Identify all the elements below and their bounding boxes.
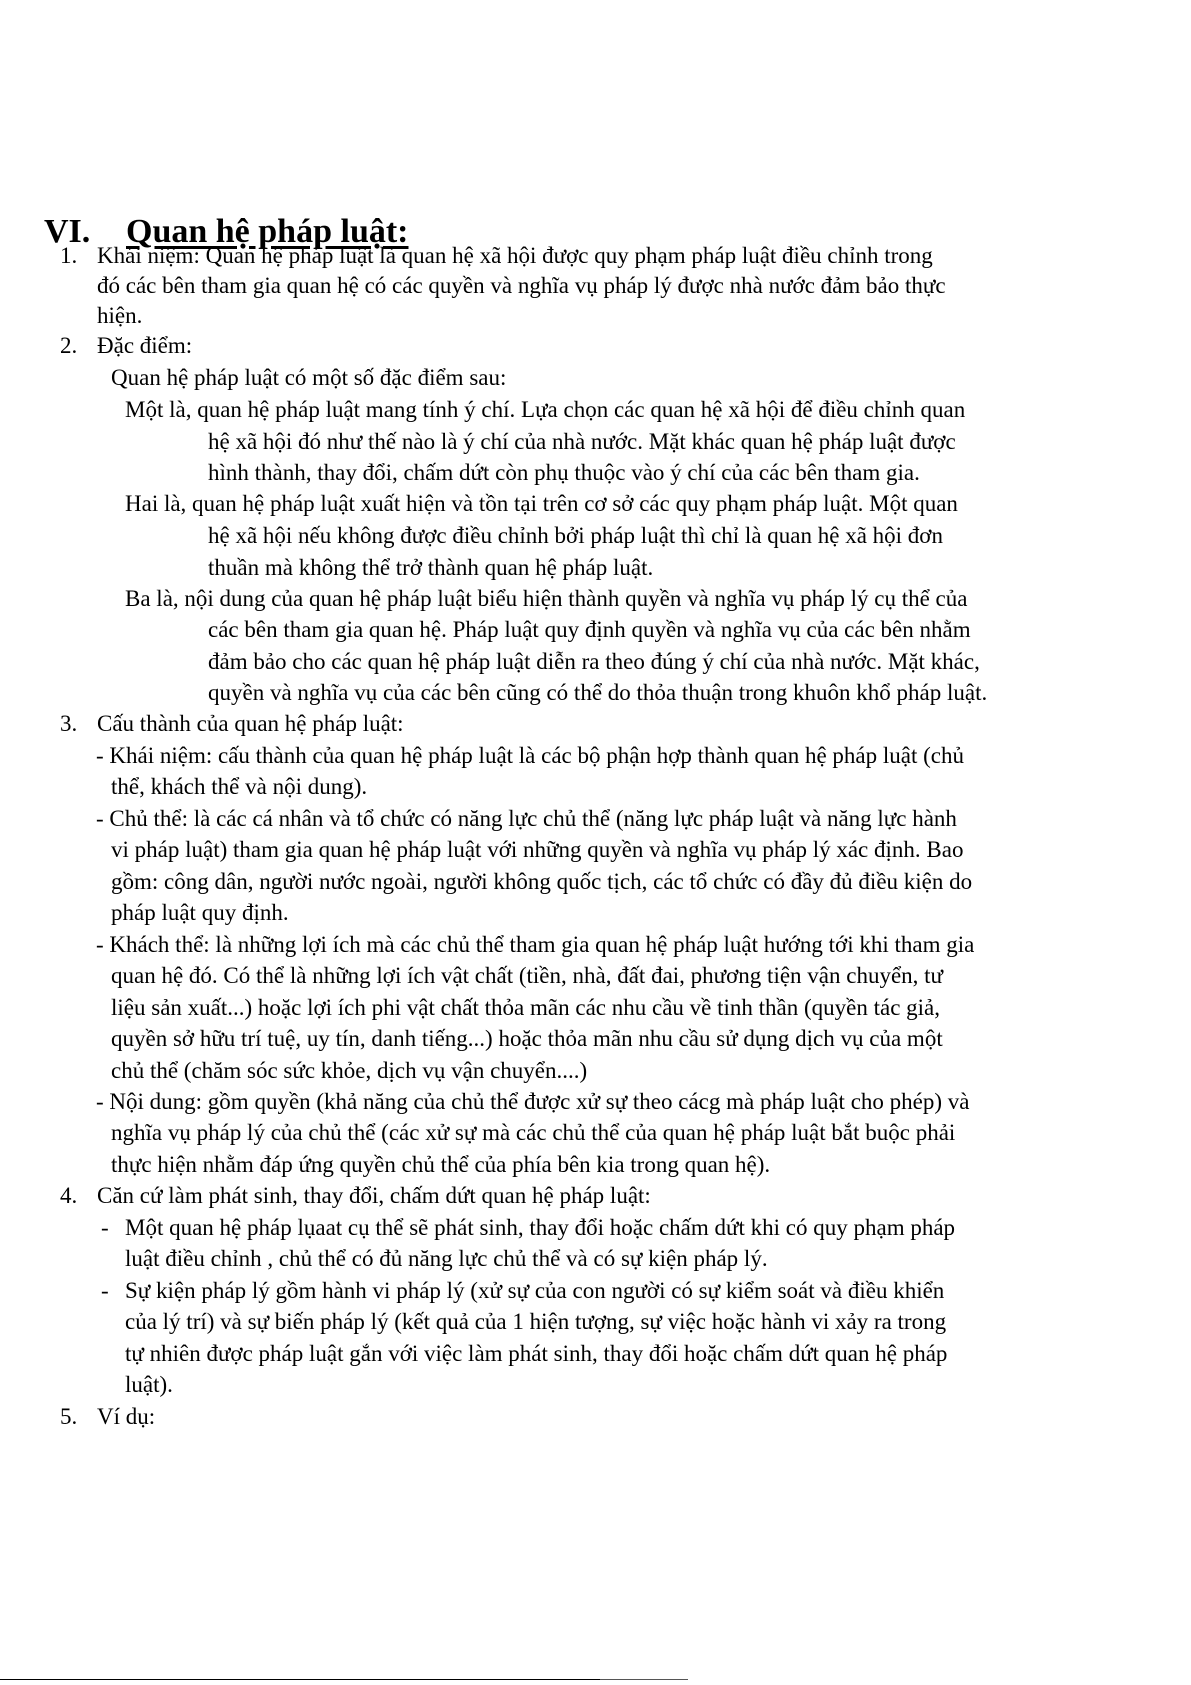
item-2-paragraph-line: các bên tham gia quan hệ. Pháp luật quy định quyền và nghĩa vụ của các bên nhằm bbox=[208, 617, 971, 642]
item-2-paragraph-line: Một là, quan hệ pháp luật mang tính ý chí. Lựa chọn các quan hệ xã hội để điều chỉnh quan bbox=[125, 397, 966, 422]
item-3-bullet-line: thực hiện nhằm đáp ứng quyền chủ thể của phía bên kia trong quan hệ). bbox=[111, 1152, 771, 1177]
item-4-bullet-line: tự nhiên được pháp luật gắn với việc làm phát sinh, thay đổi hoặc chấm dứt quan hệ pháp bbox=[125, 1341, 948, 1366]
item-5-number: 5. bbox=[60, 1404, 78, 1429]
item-3-bullet-line: - Chủ thể: là các cá nhân và tổ chức có năng lực chủ thể (năng lực pháp luật và năng lực hành bbox=[96, 806, 957, 831]
item-2-paragraph-line: quyền và nghĩa vụ của các bên cũng có thể do thỏa thuận trong khuôn khổ pháp luật. bbox=[208, 680, 988, 705]
item-2-paragraph-line: hệ xã hội đó như thế nào là ý chí của nhà nước. Mặt khác quan hệ pháp luật được bbox=[208, 429, 956, 454]
item-3-bullet-line: liệu sản xuất...) hoặc lợi ích phi vật chất thỏa mãn các nhu cầu về tinh thần (quyền tác giả, bbox=[111, 995, 941, 1020]
item-3-bullet-line: - Nội dung: gồm quyền (khả năng của chủ thể được xử sự theo cácg mà pháp luật cho phép) và bbox=[96, 1089, 970, 1114]
item-2-number: 2. bbox=[60, 333, 78, 358]
item-2-paragraph-line: Hai là, quan hệ pháp luật xuất hiện và tồn tại trên cơ sở các quy phạm pháp luật. Một quan bbox=[125, 491, 958, 516]
item-2-paragraph-line: đảm bảo cho các quan hệ pháp luật diễn ra theo đúng ý chí của nhà nước. Mặt khác, bbox=[208, 649, 980, 674]
item-1-number: 1. bbox=[60, 243, 78, 268]
footer-rule-segment bbox=[600, 1679, 688, 1680]
item-3-bullet-line: - Khách thể: là những lợi ích mà các chủ thể tham gia quan hệ pháp luật hướng tới khi tham gia bbox=[96, 932, 975, 957]
item-4-title: Căn cứ làm phát sinh, thay đổi, chấm dứt quan hệ pháp luật: bbox=[97, 1183, 651, 1208]
item-2-paragraph-line: thuần mà không thể trở thành quan hệ pháp luật. bbox=[208, 555, 654, 580]
item-3-bullet-line: nghĩa vụ pháp lý của chủ thể (các xử sự mà các chủ thể của quan hệ pháp luật bắt buộc phải bbox=[111, 1120, 956, 1145]
item-2-paragraph-line: hệ xã hội nếu không được điều chỉnh bởi pháp luật thì chỉ là quan hệ xã hội đơn bbox=[208, 523, 943, 548]
item-1-line: Khái niệm: Quan hệ pháp luật là quan hệ xã hội được quy phạm pháp luật điều chỉnh trong bbox=[97, 243, 933, 268]
item-3-bullet-line: - Khái niệm: cấu thành của quan hệ pháp luật là các bộ phận hợp thành quan hệ pháp luật (chủ bbox=[96, 743, 964, 768]
item-4-number: 4. bbox=[60, 1183, 78, 1208]
section-title: Quan hệ pháp luật: bbox=[126, 213, 409, 250]
item-3-bullet-line: quyền sở hữu trí tuệ, uy tín, danh tiếng...) hoặc thỏa mãn nhu cầu sử dụng dịch vụ của một bbox=[111, 1026, 943, 1051]
item-3-title: Cấu thành của quan hệ pháp luật: bbox=[97, 711, 404, 736]
item-2-paragraph-line: Ba là, nội dung của quan hệ pháp luật biểu hiện thành quyền và nghĩa vụ pháp lý cụ thể của bbox=[125, 586, 968, 611]
item-3-bullet-line: pháp luật quy định. bbox=[111, 900, 289, 925]
footer-rule bbox=[0, 1679, 600, 1680]
item-3-bullet-line: quan hệ đó. Có thể là những lợi ích vật chất (tiền, nhà, đất đai, phương tiện vận chuyển, tư bbox=[111, 963, 944, 988]
item-3-bullet-line: gồm: công dân, người nước ngoài, người không quốc tịch, các tổ chức có đầy đủ điều kiện do bbox=[111, 869, 973, 894]
item-3-bullet-line: chủ thể (chăm sóc sức khỏe, dịch vụ vận chuyển....) bbox=[111, 1058, 588, 1083]
item-1-line: hiện. bbox=[97, 303, 143, 328]
item-4-bullet-line: của lý trí) và sự biến pháp lý (kết quả của 1 hiện tượng, sự việc hoặc hành vi xảy ra trong bbox=[125, 1309, 947, 1334]
item-2-paragraph-line: hình thành, thay đổi, chấm dứt còn phụ thuộc vào ý chí của các bên tham gia. bbox=[208, 460, 920, 485]
item-1-line: đó các bên tham gia quan hệ có các quyền và nghĩa vụ pháp lý được nhà nước đảm bảo thực bbox=[97, 273, 946, 298]
item-3-bullet-line: thể, khách thể và nội dung). bbox=[111, 774, 368, 799]
item-4-bullet-line: luật). bbox=[125, 1372, 173, 1397]
item-3-bullet-line: vi pháp luật) tham gia quan hệ pháp luật với những quyền và nghĩa vụ pháp lý xác định. Bao bbox=[111, 837, 964, 862]
item-2-intro: Quan hệ pháp luật có một số đặc điểm sau: bbox=[111, 365, 507, 390]
item-4-bullet-line: Sự kiện pháp lý gồm hành vi pháp lý (xử sự của con người có sự kiểm soát và điều khiển bbox=[125, 1278, 945, 1303]
item-4-bullet-line: luật điều chỉnh , chủ thể có đủ năng lực chủ thể và có sự kiện pháp lý. bbox=[125, 1246, 768, 1271]
item-2-title: Đặc điểm: bbox=[97, 333, 193, 358]
item-5-title: Ví dụ: bbox=[97, 1404, 156, 1429]
item-4-bullet-line: Một quan hệ pháp lụaat cụ thể sẽ phát sinh, thay đổi hoặc chấm dứt khi có quy phạm pháp bbox=[125, 1215, 956, 1240]
section-number: VI. bbox=[44, 213, 91, 250]
bullet-dash: - bbox=[101, 1278, 109, 1303]
item-3-number: 3. bbox=[60, 711, 78, 736]
bullet-dash: - bbox=[101, 1215, 109, 1240]
